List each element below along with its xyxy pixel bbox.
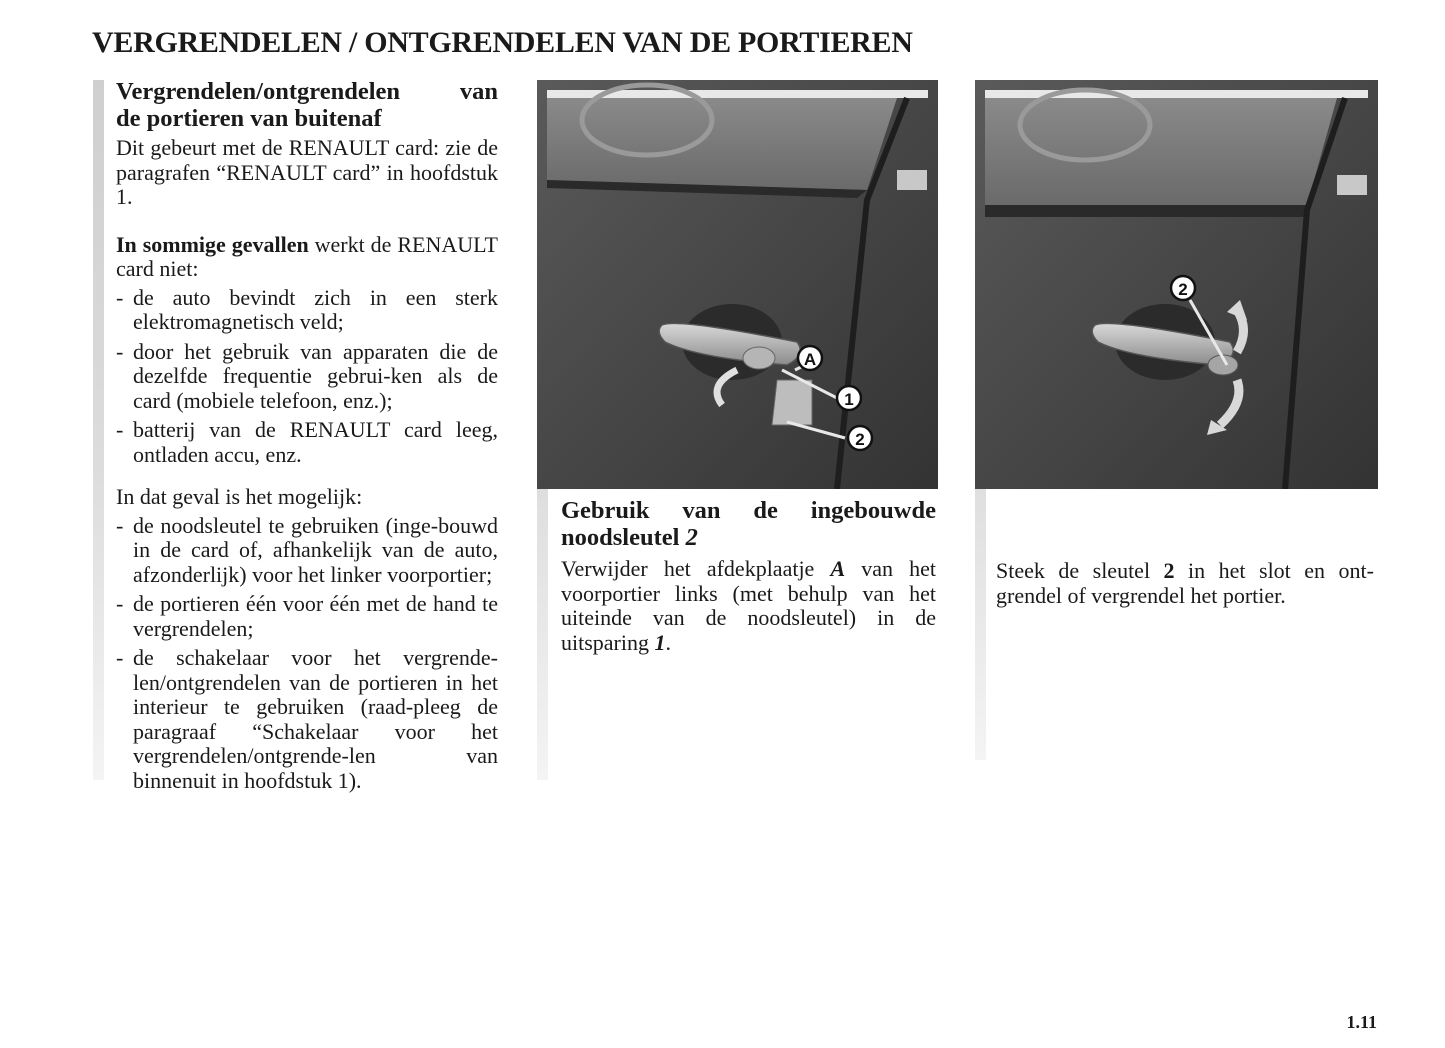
left-section-heading bbox=[116, 78, 498, 132]
left-heading-line2: de portieren van buitenaf bbox=[116, 105, 382, 132]
list-item: - de auto bevindt zich in een sterk elektromagnetisch veld; bbox=[116, 286, 498, 335]
right-body bbox=[996, 559, 1374, 608]
left-heading-line1: Vergrendelen/ontgrendelen van bbox=[116, 78, 498, 105]
middle-body bbox=[561, 557, 936, 655]
middle-heading-line1: Gebruik van de ingebouwde bbox=[561, 497, 936, 524]
middle-body-end: . bbox=[665, 629, 671, 655]
middle-body-pre: Verwijder het afdekplaatje bbox=[561, 556, 831, 581]
right-body-num: 2 bbox=[1163, 558, 1175, 583]
cases-bold: In sommige gevallen bbox=[116, 231, 309, 257]
middle-body-mid: van het voorportier links (met behulp van het uiteinde van de noodsleutel) in de uitsparing bbox=[561, 556, 936, 655]
left-column-bar bbox=[93, 80, 104, 780]
list-item: - door het gebruik van apparaten die de dezelfde frequentie gebrui-ken als de card (mobiele telefoon, enz.); bbox=[116, 340, 498, 414]
middle-heading-text: noodsleutel bbox=[561, 524, 686, 551]
possible-intro: In dat geval is het mogelijk: bbox=[116, 484, 363, 509]
left-column bbox=[116, 78, 498, 798]
page-title: VERGRENDELEN / ONTGRENDELEN VAN DE PORTIEREN bbox=[92, 26, 913, 59]
right-column bbox=[996, 559, 1374, 608]
cases-rest: werkt de RENAULT card niet: bbox=[116, 231, 498, 281]
photo-label-2b: 2 bbox=[1178, 280, 1188, 299]
right-body-end: in het slot en ont-grendel of vergrendel het portier. bbox=[996, 558, 1374, 608]
left-intro: Dit gebeurt met de RENAULT card: zie de paragrafen “RENAULT card” in hoofdstuk 1. bbox=[116, 135, 498, 209]
right-body-pre: Steek de sleutel bbox=[996, 558, 1164, 583]
page-number: 1.11 bbox=[1346, 1012, 1377, 1032]
list-item: - batterij van de RENAULT card leeg, ontladen accu, enz. bbox=[116, 418, 498, 467]
list-item: - de schakelaar voor het vergrende-len/ontgrendelen van de portieren in het interieur te gebruiken (raad-pleeg de paragraaf “Schakelaar voor het vergrendelen/ontgrende-len van binnenuit in hoofdstuk 1). bbox=[116, 646, 498, 793]
middle-section-heading bbox=[561, 497, 936, 551]
door-handle-photo-b bbox=[975, 80, 1378, 489]
cases-list bbox=[116, 286, 498, 468]
middle-body-num: 1 bbox=[654, 629, 666, 655]
photo-label-a: A bbox=[803, 350, 817, 369]
list-item: - de portieren één voor één met de hand te vergrendelen; bbox=[116, 592, 498, 641]
possible-list bbox=[116, 514, 498, 794]
middle-heading-number: 2 bbox=[685, 524, 698, 551]
middle-body-a: A bbox=[830, 556, 846, 581]
photo-label-1: 1 bbox=[844, 390, 854, 409]
left-cases-intro bbox=[116, 233, 498, 282]
door-handle-photo-a bbox=[537, 80, 938, 489]
middle-column bbox=[561, 497, 936, 655]
middle-heading-line2 bbox=[561, 524, 936, 551]
list-item: - de noodsleutel te gebruiken (inge-bouwd in de card of, afhankelijk van de auto, afzonderlijk) voor het linker voorportier; bbox=[116, 514, 498, 588]
photo-label-2: 2 bbox=[855, 430, 865, 449]
